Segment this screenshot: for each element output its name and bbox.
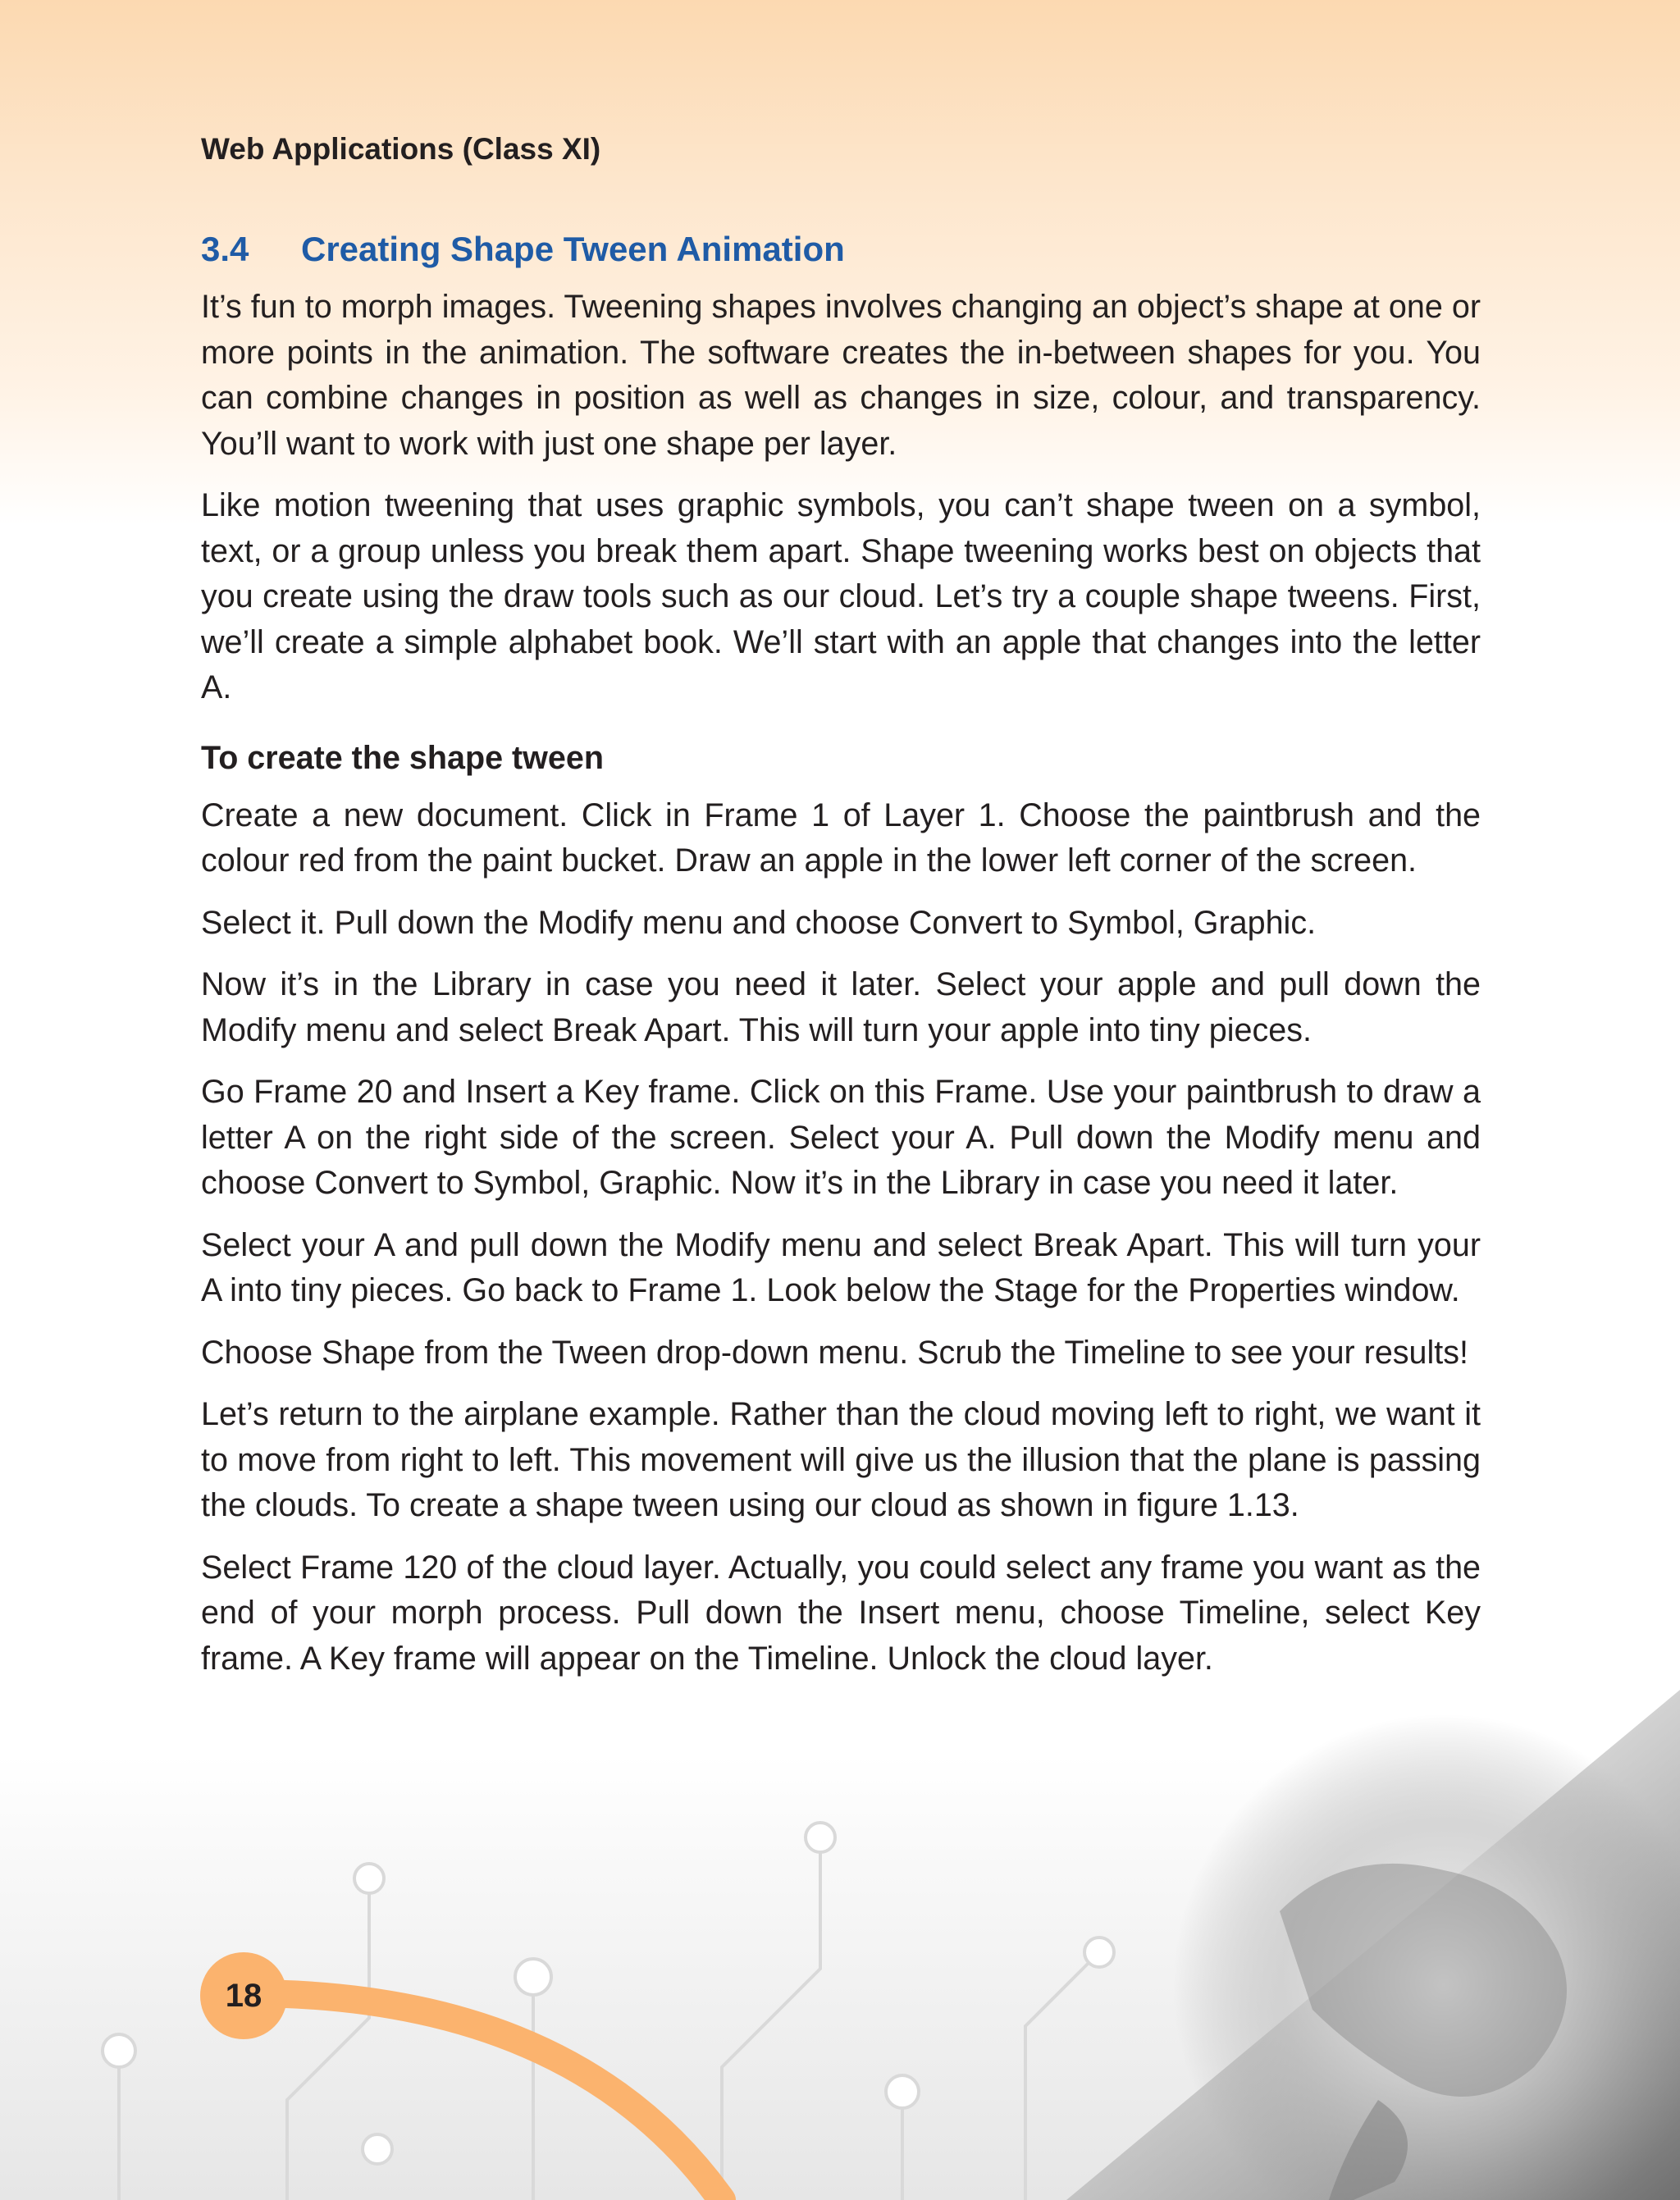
step-paragraph: Go Frame 20 and Insert a Key frame. Click on this Frame. Use your paintbrush to draw a letter A on the right side of the screen. Select your A. Pull down the Modify menu and choose Convert to Symbol, Graphic. Now it’s in the Library in case you need it later. (201, 1074, 1481, 1201)
page-content (201, 131, 1481, 1682)
subheading: To create the shape tween (201, 739, 604, 776)
step-paragraph: Choose Shape from the Tween drop-down menu. Scrub the Timeline to see your results! (201, 1334, 1468, 1371)
step-paragraph: Create a new document. Click in Frame 1 of Layer 1. Choose the paintbrush and the colour red from the paint bucket. Draw an apple in the lower left corner of the screen. (201, 796, 1481, 879)
section-number: 3.4 (201, 230, 249, 268)
step-paragraph: Select your A and pull down the Modify menu and select Break Apart. This will turn your A into tiny pieces. Go back to Frame 1. Look below the Stage for the Properties window. (201, 1226, 1481, 1308)
page-number-badge: 18 (200, 1952, 287, 2039)
body-paragraph: Like motion tweening that uses graphic symbols, you can’t shape tween on a symbol, text, or a group unless you break them apart. Shape tweening works best on objects that you create using the draw tools such as our cloud. Let’s try a couple shape tweens. First, we’ll create a simple alphabet book. We’ll start with an apple that changes into the letter A. (201, 487, 1481, 705)
step-paragraph: Select Frame 120 of the cloud layer. Actually, you could select any frame you want as the end of your morph process. Pull down the Insert menu, choose Timeline, select Key frame. A Key frame will appear on the Timeline. Unlock the cloud layer. (201, 1549, 1481, 1677)
section-heading (201, 229, 1481, 270)
body-paragraph: It’s fun to morph images. Tweening shapes involves changing an object’s shape at one or more points in the animation. The software creates the in-between shapes for you. You can combine changes in position as well as changes in size, colour, and transparency. You’ll want to work with just one shape per layer. (201, 289, 1481, 462)
step-paragraph: Select it. Pull down the Modify menu and choose Convert to Symbol, Graphic. (201, 904, 1317, 941)
step-paragraph: Let’s return to the airplane example. Rather than the cloud moving left to right, we want it to move from right to left. This movement will give us the illusion that the plane is passing the clouds. To create a shape tween using our cloud as shown in figure 1.13. (201, 1396, 1481, 1523)
step-paragraph: Now it’s in the Library in case you need it later. Select your apple and pull down the Modify menu and select Break Apart. This will turn your apple into tiny pieces. (201, 966, 1481, 1048)
running-header: Web Applications (Class XI) (201, 132, 601, 166)
section-title: Creating Shape Tween Animation (301, 230, 845, 268)
